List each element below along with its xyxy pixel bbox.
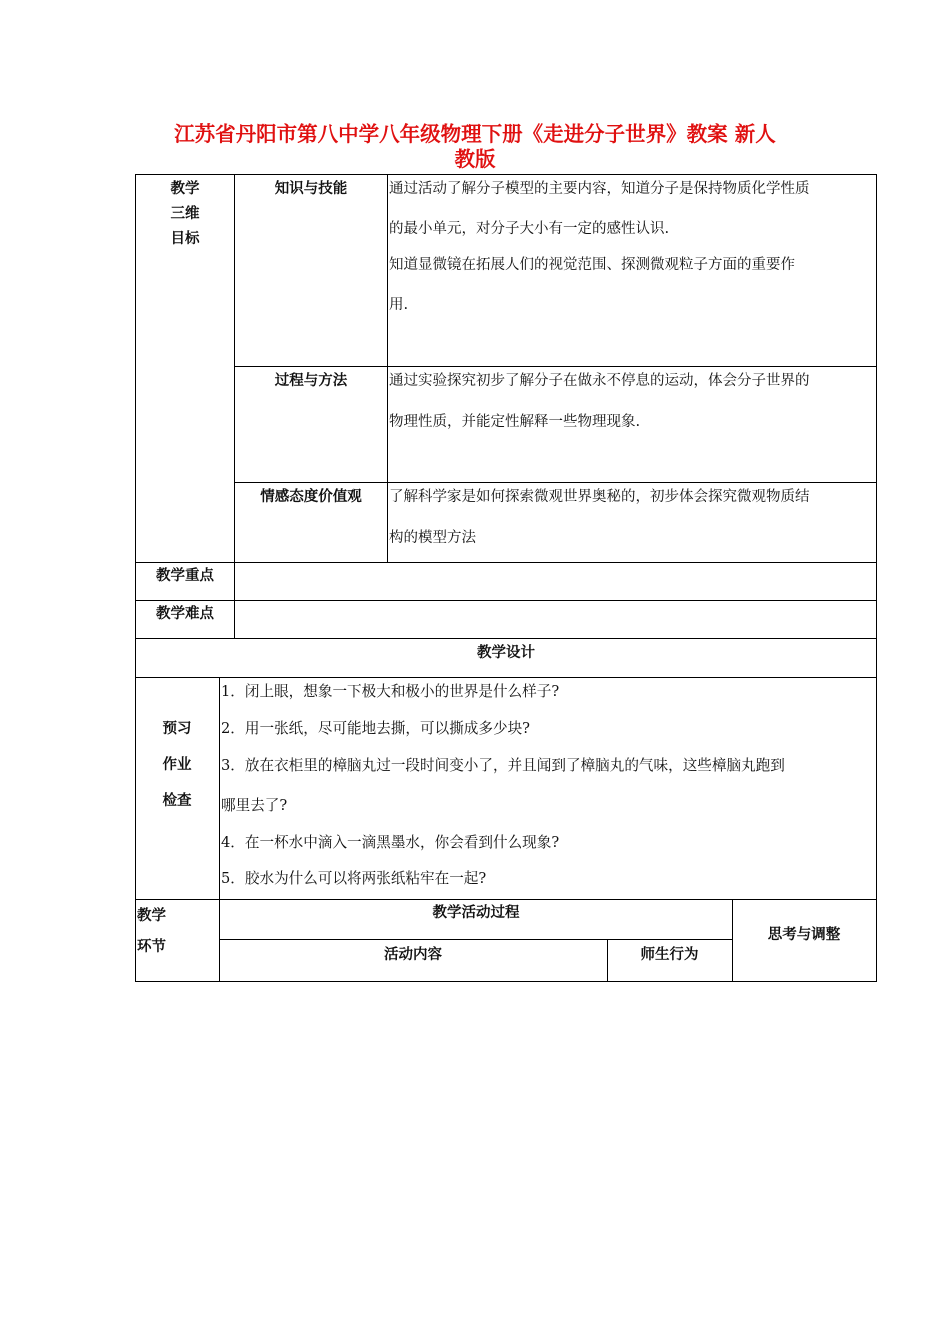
table-border <box>219 677 220 982</box>
table-border <box>219 939 733 940</box>
objectives-label-line: 教学 <box>170 181 200 197</box>
question-line: 2．用一张纸，尽可能地去撕，可以撕成多少块? <box>221 720 530 737</box>
key-point-label: 教学重点 <box>156 568 214 584</box>
knowledge-heading: 知识与技能 <box>274 181 348 197</box>
emotion-content <box>389 488 810 549</box>
activity-process-heading: 教学活动过程 <box>432 905 520 921</box>
table-border <box>135 677 877 678</box>
content-line: 用. <box>389 297 409 313</box>
difficulty-label: 教学难点 <box>156 606 214 622</box>
table-border <box>135 899 877 900</box>
content-line: 的最小单元，对分子大小有一定的感性认识. <box>389 221 670 237</box>
table-border <box>135 981 877 982</box>
preview-questions <box>221 683 785 890</box>
objectives-label-line: 三维 <box>170 206 200 222</box>
content-line: 构的模型方法 <box>389 530 476 546</box>
question-line: 4．在一杯水中滴入一滴黑墨水，你会看到什么现象? <box>221 834 560 851</box>
activity-content-heading: 活动内容 <box>384 947 442 963</box>
stage-label-line: 环节 <box>137 939 166 955</box>
table-border <box>135 638 877 639</box>
content-line: 通过活动了解分子模型的主要内容，知道分子是保持物质化学性质 <box>389 181 810 197</box>
teacher-student-heading: 师生行为 <box>640 947 699 963</box>
preview-label-line: 作业 <box>162 757 192 773</box>
question-line: 5．胶水为什么可以将两张纸粘牢在一起? <box>221 870 487 887</box>
knowledge-content <box>389 180 810 316</box>
table-border <box>387 174 388 563</box>
stage-label-line: 教学 <box>137 908 166 924</box>
preview-label-line: 检查 <box>162 793 192 809</box>
question-line: 3．放在衣柜里的樟脑丸过一段时间变小了，并且闻到了樟脑丸的气味，这些樟脑丸跑到 <box>221 757 785 774</box>
table-border <box>235 366 877 367</box>
content-line: 知道显微镜在拓展人们的视觉范围、探测微观粒子方面的重要作 <box>389 257 795 273</box>
preview-label <box>135 720 219 828</box>
reflection-heading: 思考与调整 <box>767 927 841 943</box>
objectives-label <box>135 180 235 255</box>
table-border <box>235 482 877 483</box>
question-line: 哪里去了? <box>221 797 288 814</box>
stage-label <box>137 907 166 958</box>
title-line-1: 江苏省丹阳市第八中学八年级物理下册《走进分子世界》教案 新人 <box>174 122 776 146</box>
preview-label-line: 预习 <box>162 721 192 737</box>
content-line: 了解科学家是如何探索微观世界奥秘的，初步体会探究微观物质结 <box>389 489 810 505</box>
content-line: 通过实验探究初步了解分子在做永不停息的运动，体会分子世界的 <box>389 373 810 389</box>
table-border <box>135 600 877 601</box>
table-border <box>876 174 877 982</box>
content-line: 物理性质，并能定性解释一些物理现象. <box>389 414 641 430</box>
objectives-label-line: 目标 <box>170 231 200 247</box>
title-line-2: 教版 <box>454 147 496 171</box>
process-heading: 过程与方法 <box>274 373 348 389</box>
emotion-heading: 情感态度价值观 <box>260 489 362 505</box>
document-title <box>100 122 850 172</box>
process-content <box>389 372 810 433</box>
table-border <box>135 174 877 175</box>
table-border <box>135 562 877 563</box>
design-heading: 教学设计 <box>477 645 535 661</box>
question-line: 1．闭上眼，想象一下极大和极小的世界是什么样子? <box>221 683 560 700</box>
